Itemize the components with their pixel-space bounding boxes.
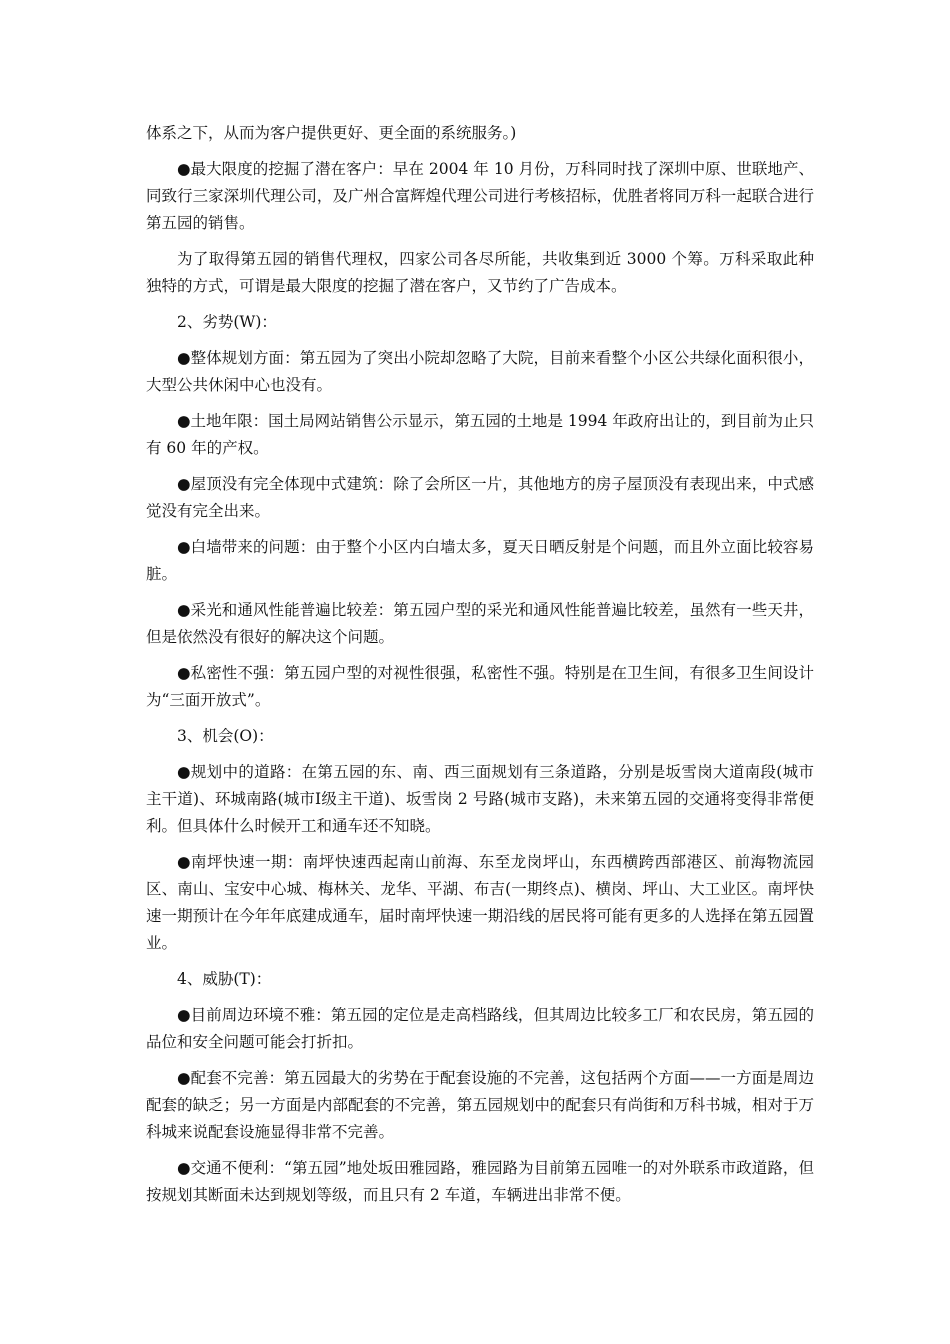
paragraph-threat-environment: ●目前周边环境不雅：第五园的定位是走高档路线，但其周边比较多工厂和农民房，第五园的品位和安全问题可能会打折扣。	[146, 1006, 814, 1051]
document-body	[146, 120, 814, 1218]
section-heading-threats: 4、威胁(T)：	[177, 970, 272, 988]
paragraph-threat-facilities: ●配套不完善：第五园最大的劣势在于配套设施的不完善，这包括两个方面——一方面是周边配套的缺乏；另一方面是内部配套的不完善，第五园规划中的配套只有尚街和万科书城，相对于万科城来说配套设施显得非常不完善。	[146, 1069, 814, 1141]
paragraph-threat-traffic: ●交通不便利：“第五园”地处坂田雅园路，雅园路为目前第五园唯一的对外联系市政道路，但按规划其断面未达到规划等级，而且只有 2 车道，车辆进出非常不便。	[146, 1159, 814, 1204]
paragraph-continuation: 体系之下，从而为客户提供更好、更全面的系统服务。)	[146, 124, 517, 142]
section-heading-weaknesses: 2、劣势(W)：	[177, 313, 277, 331]
section-heading-opportunities: 3、机会(O)：	[177, 727, 274, 745]
paragraph-weakness-planning: ●整体规划方面：第五园为了突出小院却忽略了大院，目前来看整个小区公共绿化面积很小，大型公共休闲中心也没有。	[146, 349, 814, 394]
paragraph-agency-bidding: 为了取得第五园的销售代理权，四家公司各尽所能，共收集到近 3000 个筹。万科采取此种独特的方式，可谓是最大限度的挖掘了潜在客户，又节约了广告成本。	[146, 250, 814, 295]
paragraph-weakness-white-walls: ●白墙带来的问题：由于整个小区内白墙太多，夏天日晒反射是个问题，而且外立面比较容易脏。	[146, 538, 814, 583]
paragraph-opportunity-expressway: ●南坪快速一期：南坪快速西起南山前海、东至龙岗坪山，东西横跨西部港区、前海物流园区、南山、宝安中心城、梅林关、龙华、平湖、布吉(一期终点)、横岗、坪山、大工业区。南坪快速一期预计在今年年底建成通车，届时南坪快速一期沿线的居民将可能有更多的人选择在第五园置业。	[146, 853, 814, 952]
paragraph-opportunity-roads: ●规划中的道路：在第五园的东、南、西三面规划有三条道路，分别是坂雪岗大道南段(城市主干道)、环城南路(城市Ⅰ级主干道)、坂雪岗 2 号路(城市支路)，未来第五园的交通将变得非常便利。但具体什么时候开工和通车还不知晓。	[146, 763, 814, 835]
paragraph-weakness-land-term: ●土地年限：国土局网站销售公示显示，第五园的土地是 1994 年政府出让的，到目前为止只有 60 年的产权。	[146, 412, 814, 457]
paragraph-weakness-roof: ●屋顶没有完全体现中式建筑：除了会所区一片，其他地方的房子屋顶没有表现出来，中式感觉没有完全出来。	[146, 475, 814, 520]
paragraph-weakness-privacy: ●私密性不强：第五园户型的对视性很强，私密性不强。特别是在卫生间，有很多卫生间设计为“三面开放式”。	[146, 664, 814, 709]
paragraph-weakness-lighting: ●采光和通风性能普遍比较差：第五园户型的采光和通风性能普遍比较差，虽然有一些天井，但是依然没有很好的解决这个问题。	[146, 601, 814, 646]
paragraph-strength-potential-customers: ●最大限度的挖掘了潜在客户：早在 2004 年 10 月份，万科同时找了深圳中原、世联地产、同致行三家深圳代理公司，及广州合富辉煌代理公司进行考核招标，优胜者将同万科一起联合进行第五园的销售。	[146, 160, 814, 232]
